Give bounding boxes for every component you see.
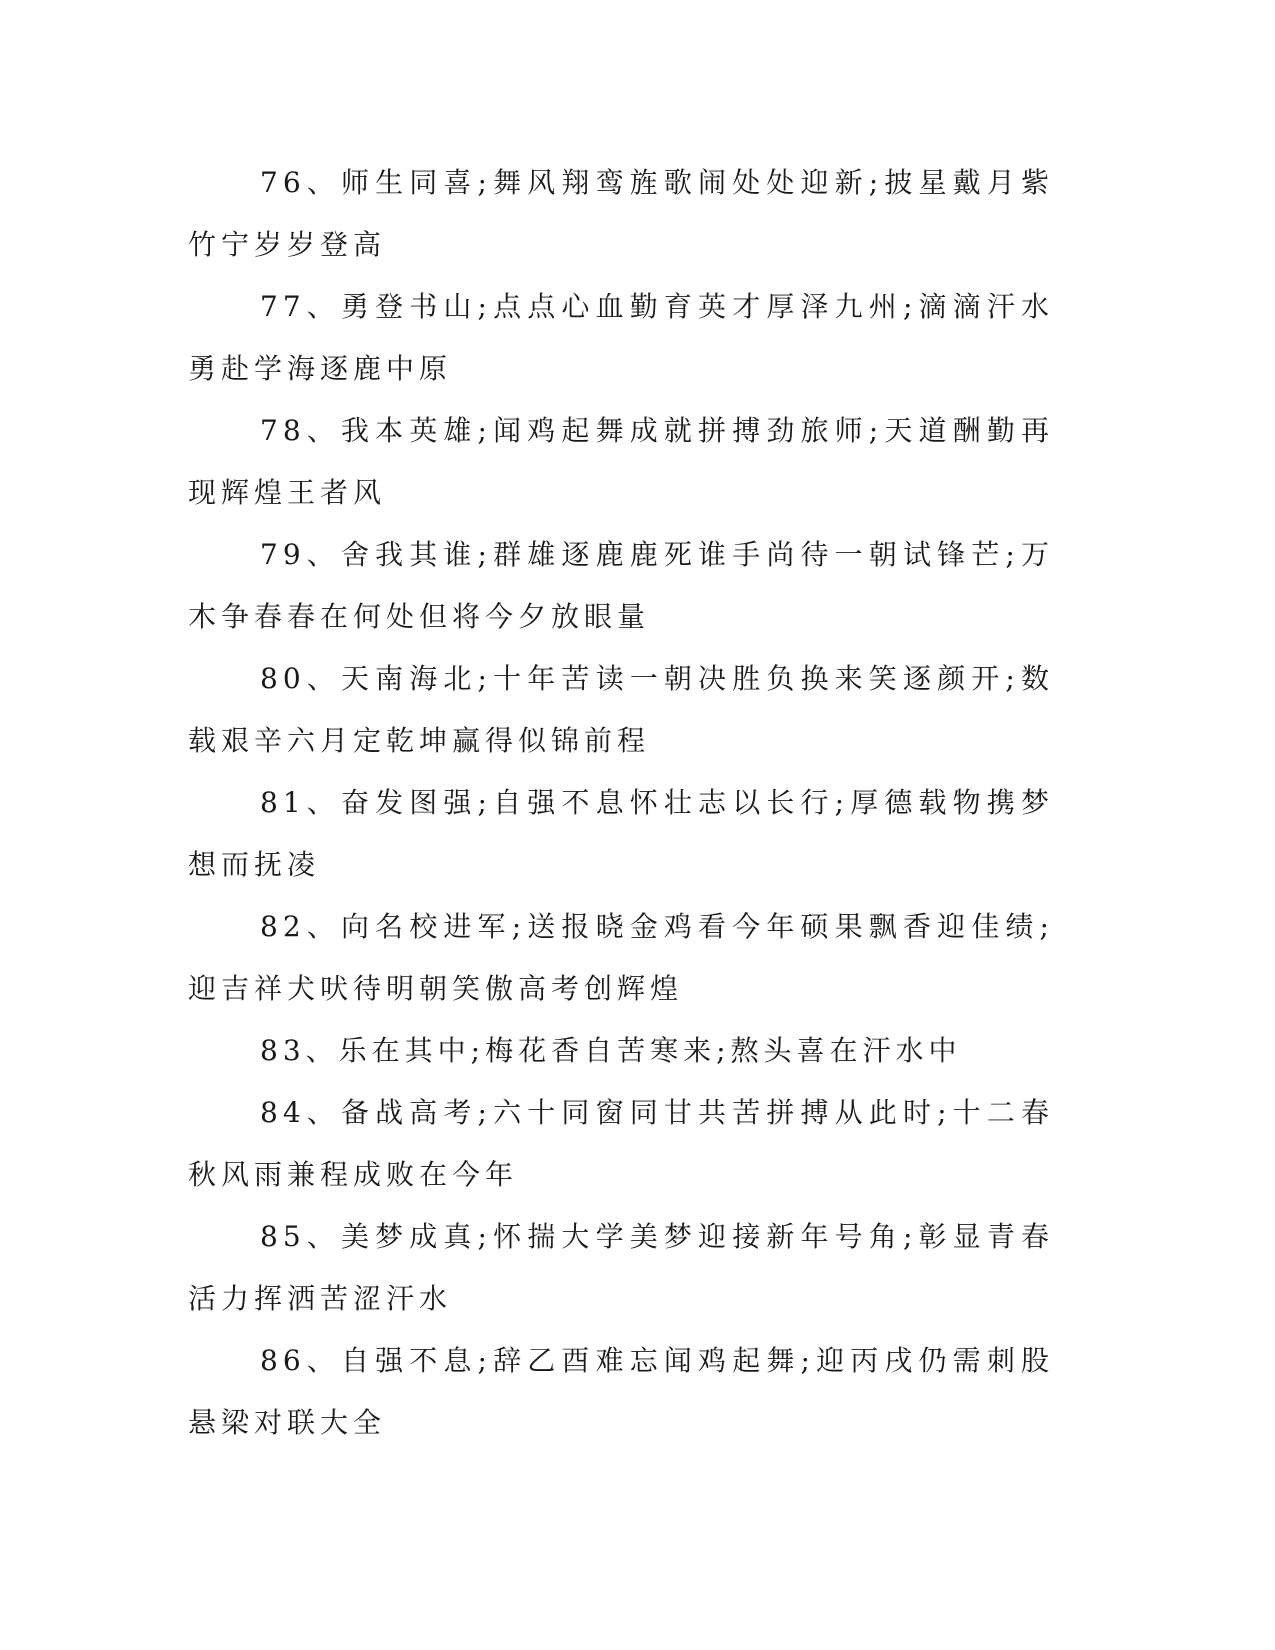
list-item <box>188 1206 1054 1330</box>
list-item <box>188 1020 1054 1082</box>
document-body <box>188 152 1054 1454</box>
list-item <box>188 1082 1054 1206</box>
list-item <box>188 400 1054 524</box>
item-text: 奋发图强;自强不息怀壮志以长行;厚德载物携梦想而抚凌 <box>188 786 1054 881</box>
list-item <box>188 152 1054 276</box>
item-text: 向名校进军;送报晓金鸡看今年硕果飘香迎佳绩;迎吉祥犬吠待明朝笑傲高考创辉煌 <box>188 910 1054 1005</box>
item-text: 天南海北;十年苦读一朝决胜负换来笑逐颜开;数载艰辛六月定乾坤赢得似锦前程 <box>188 662 1054 757</box>
item-number: 82、 <box>260 910 341 943</box>
item-text: 乐在其中;梅花香自苦寒来;熬头喜在汗水中 <box>338 1034 962 1067</box>
item-number: 78、 <box>260 414 341 447</box>
item-number: 81、 <box>260 786 341 819</box>
list-item <box>188 896 1054 1020</box>
item-number: 86、 <box>260 1344 341 1377</box>
item-number: 77、 <box>260 290 341 323</box>
item-text: 师生同喜;舞风翔鸾旌歌闹处处迎新;披星戴月紫竹宁岁岁登高 <box>188 166 1054 261</box>
item-number: 79、 <box>260 538 341 571</box>
list-item <box>188 276 1054 400</box>
list-item <box>188 524 1054 648</box>
item-number: 83、 <box>260 1034 339 1067</box>
item-text: 美梦成真;怀揣大学美梦迎接新年号角;彰显青春活力挥洒苦涩汗水 <box>188 1220 1054 1315</box>
item-text: 备战高考;六十同窗同甘共苦拼搏从此时;十二春秋风雨兼程成败在今年 <box>188 1096 1054 1191</box>
item-number: 84、 <box>260 1096 341 1129</box>
item-number: 80、 <box>260 662 341 695</box>
item-text: 我本英雄;闻鸡起舞成就拼搏劲旅师;天道酬勤再现辉煌王者风 <box>188 414 1054 509</box>
item-text: 舍我其谁;群雄逐鹿鹿死谁手尚待一朝试锋芒;万木争春春在何处但将今夕放眼量 <box>188 538 1054 633</box>
item-text: 勇登书山;点点心血勤育英才厚泽九州;滴滴汗水勇赴学海逐鹿中原 <box>188 290 1054 385</box>
list-item <box>188 648 1054 772</box>
item-text: 自强不息;辞乙酉难忘闻鸡起舞;迎丙戌仍需刺股悬梁对联大全 <box>188 1344 1054 1439</box>
list-item <box>188 772 1054 896</box>
item-number: 85、 <box>260 1220 341 1253</box>
item-number: 76、 <box>260 166 341 199</box>
list-item <box>188 1330 1054 1454</box>
